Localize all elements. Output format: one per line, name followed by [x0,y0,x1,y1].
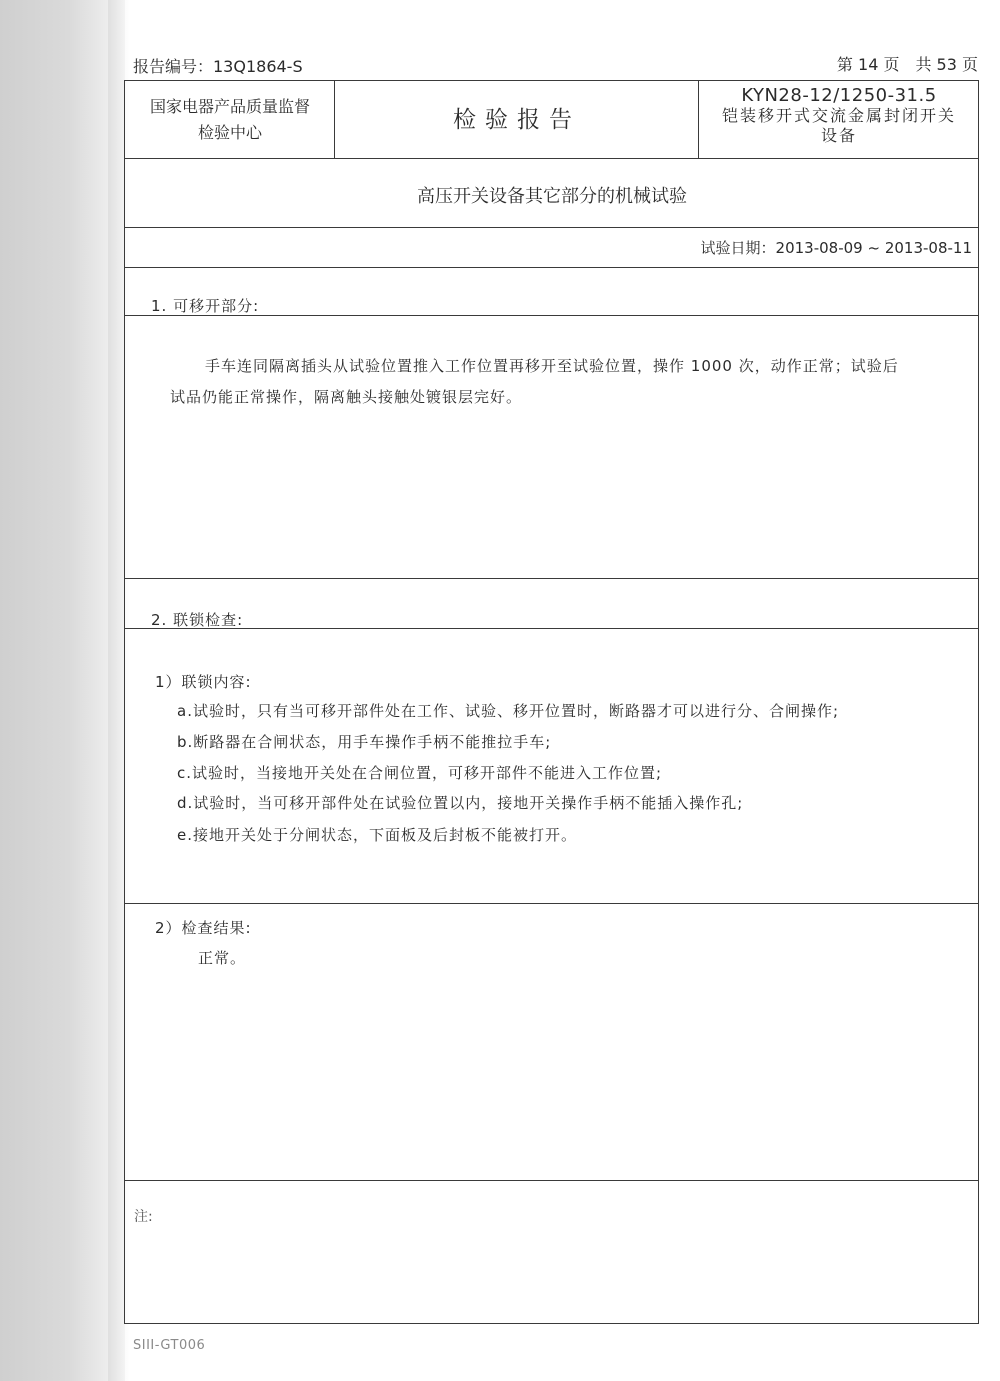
interlock-item-d: d.试验时，当可移开部件处在试验位置以内，接地开关操作手柄不能插入操作孔; [177,794,744,812]
binding-margin [0,0,125,1381]
organization-line-1: 国家电器产品质量监督 [149,97,310,116]
form-code: SIII-GT006 [133,1338,206,1353]
product-cell [700,82,978,158]
row-divider [124,903,979,904]
interlock-item-b: b.断路器在合闸状态，用手车操作手柄不能推拉手车; [177,733,552,751]
part1-paragraph-line-2: 试品仍能正常操作，隔离触头接触处镀银层完好。 [170,388,523,406]
report-title: 检验报告 [453,107,581,133]
product-model: KYN28-12/1250-31.5 [741,85,937,106]
interlock-item-e: e.接地开关处于分闸状态，下面板及后封板不能被打开。 [177,826,577,844]
interlock-item-c: c.试验时，当接地开关处在合闸位置，可移开部件不能进入工作位置; [177,764,663,782]
organization-line-2: 检验中心 [197,123,262,142]
part2-heading: 2. 联锁检查: [151,611,244,629]
row-divider [124,1180,979,1181]
row-divider [124,628,979,629]
row-divider [124,227,979,228]
result-heading: 2）检查结果: [155,919,252,937]
row-divider [124,267,979,268]
interlock-content-heading: 1）联锁内容: [155,673,252,691]
part1-heading: 1. 可移开部分: [151,297,260,315]
frame-bottom-border [124,1323,979,1324]
page-info: 第 14 页 共 53 页 [836,55,978,74]
product-desc-line-1: 铠装移开式交流金属封闭开关 [721,106,956,125]
header-divider-2 [698,80,699,158]
report-number: 报告编号：13Q1864-S [133,57,303,76]
organization-cell [126,82,334,158]
result-text: 正常。 [198,949,247,967]
note-label: 注: [134,1209,153,1225]
test-date: 试验日期：2013-08-09 ~ 2013-08-11 [700,239,972,257]
frame-top-border [124,80,979,81]
part1-paragraph-line-1: 手车连同隔离插头从试验位置推入工作位置再移开至试验位置，操作 1000 次，动作正常；试验后 [205,357,899,375]
row-divider [124,578,979,579]
interlock-item-a: a.试验时，只有当可移开部件处在工作、试验、移开位置时，断路器才可以进行分、合闸操作; [177,702,840,720]
header-divider-1 [334,80,335,158]
section-title: 高压开关设备其它部分的机械试验 [417,186,687,207]
product-desc-line-2: 设备 [820,126,857,145]
header-bottom-border [124,158,979,159]
